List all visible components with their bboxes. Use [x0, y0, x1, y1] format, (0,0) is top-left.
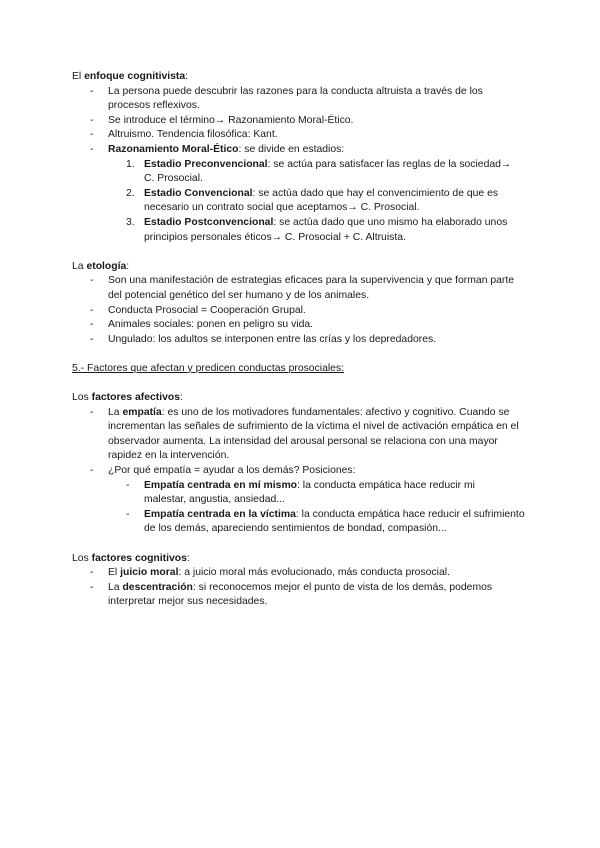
- bullet-list: [72, 274, 532, 347]
- document-page: [72, 70, 532, 625]
- section-factores-afectivos: [72, 391, 532, 537]
- list-item: - Conducta Prosocial = Cooperación Grupal.: [72, 304, 532, 319]
- list-item: - Se introduce el término→ Razonamiento Moral-Ético.: [72, 114, 532, 129]
- list-item: - La persona puede descubrir las razones para la conducta altruista a través de los procesos reflexivos.: [72, 85, 532, 114]
- list-item: - Ungulado: los adultos se interponen entre las crías y los depredadores.: [72, 333, 532, 348]
- list-item: 1. Estadio Preconvencional: se actúa para satisfacer las reglas de la sociedad→ C. Prosocial.: [126, 158, 512, 185]
- section-etologia: [72, 260, 532, 348]
- list-item: - Animales sociales: ponen en peligro su vida.: [72, 318, 532, 333]
- bullet-list: [72, 566, 532, 610]
- list-item: - Empatía centrada en la víctima: la conducta empática hace reducir el sufrimiento de los demás, apareciendo sentimientos de bondad, compasión...: [72, 508, 532, 537]
- bullet-list: [72, 406, 532, 479]
- list-item: - ¿Por qué empatía = ayudar a los demás? Posiciones:: [72, 464, 532, 479]
- stages-list: [72, 158, 532, 246]
- section-heading: Los factores afectivos:: [72, 392, 183, 404]
- section-factores-cognitivos: [72, 552, 532, 610]
- list-item: 3. Estadio Postconvencional: se actúa dado que uno mismo ha elaborado unos principios personales éticos→ C. Prosocial + C. Altruista.: [126, 216, 508, 243]
- bullet-list: [72, 85, 532, 158]
- section-heading: El enfoque cognitivista:: [72, 71, 189, 82]
- section-enfoque-cognitivista: [72, 70, 532, 245]
- list-item: - Empatía centrada en mí mismo: la conducta empática hace reducir mi malestar, angustia, ansiedad...: [72, 479, 532, 508]
- section-title: 5.- Factores que afectan y predicen conductas prosociales:: [72, 362, 345, 374]
- list-item: - Razonamiento Moral-Ético: se divide en estadios:: [72, 143, 532, 158]
- list-item: 2. Estadio Convencional: se actúa dado que hay el convencimiento de que es necesario un contrato social que aceptamos→ C. Prosocial.: [126, 187, 499, 214]
- section-factores-title: [72, 362, 532, 377]
- sub-bullet-list: [72, 479, 532, 537]
- list-item: - El juicio moral: a juicio moral más evolucionado, más conducta prosocial.: [72, 566, 532, 581]
- section-heading: La etología:: [72, 260, 130, 272]
- section-heading: Los factores cognitivos:: [72, 552, 190, 564]
- list-item: - La descentración: si reconocemos mejor el punto de vista de los demás, podemos interpretar mejor sus necesidades.: [72, 581, 532, 610]
- list-item: - Son una manifestación de estrategias eficaces para la supervivencia y que forman parte del potencial genético del ser humano y de los animales.: [72, 274, 532, 303]
- list-item: - La empatía: es uno de los motivadores fundamentales: afectivo y cognitivo. Cuando se incrementan las señales de sufrimiento de la víctima el nivel de activación empática en el observador aumenta. La intensidad del arousal personal se relaciona con una mayor rapidez en la intervención.: [72, 406, 532, 464]
- list-item: - Altruismo. Tendencia filosófica: Kant.: [72, 128, 532, 143]
